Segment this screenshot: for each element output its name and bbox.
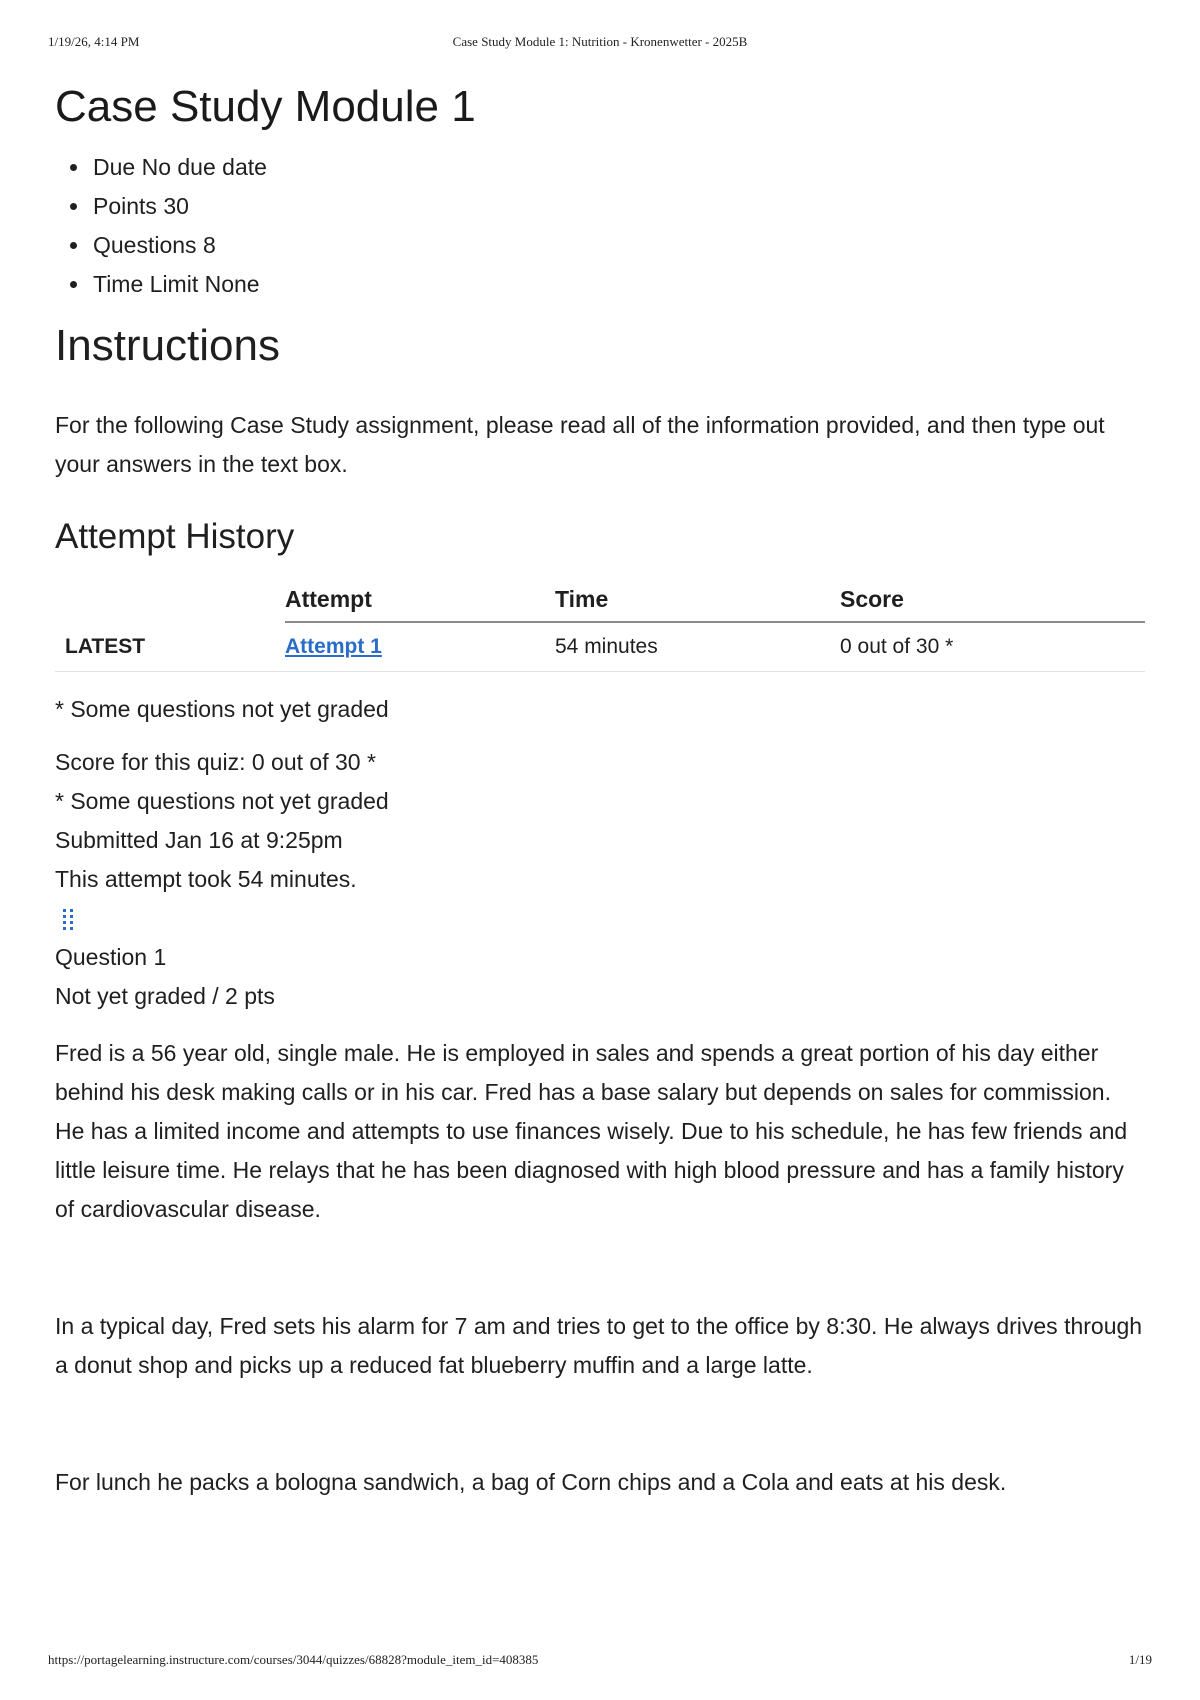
print-header: [48, 34, 1152, 54]
table-row: [55, 622, 1145, 672]
quiz-content: [55, 72, 1145, 1502]
attempt-1-link[interactable]: Attempt 1: [285, 635, 382, 658]
header-time: Time: [555, 580, 840, 622]
instructions-text: For the following Case Study assignment, please read all of the information provided, and then type out your answers in the text box.: [55, 412, 1105, 477]
attempt-duration: This attempt took 54 minutes.: [55, 866, 357, 892]
detail-points: [91, 187, 1145, 226]
print-footer: [48, 1652, 1152, 1672]
latest-label: LATEST: [55, 622, 285, 672]
question-paragraph: Fred is a 56 year old, single male. He is employed in sales and spends a great portion of his day either behind his desk making calls or in his car. Fred has a base salary but depends on sales for commission. He has a limited income and attempts to use finances wisely. Due to his schedule, he has few friends and little leisure time. He relays that he has been diagnosed with high blood pressure and has a family history of cardiovascular disease.: [55, 1040, 1128, 1222]
detail-label: Due: [93, 154, 136, 180]
submitted-time: Submitted Jan 16 at 9:25pm: [55, 827, 343, 853]
question-text: [55, 1034, 1145, 1502]
graded-note: * Some questions not yet graded: [55, 788, 389, 814]
quiz-details-list: [55, 148, 1145, 304]
detail-value: 8: [202, 232, 216, 258]
score-cell: 0 out of 30 *: [840, 622, 1145, 672]
detail-label: Questions: [93, 232, 197, 258]
detail-questions: [91, 226, 1145, 265]
instructions-heading: Instructions: [55, 321, 280, 370]
attempt-history-heading: Attempt History: [55, 517, 295, 556]
header-blank: [55, 580, 285, 622]
print-url: https://portagelearning.instructure.com/courses/3044/quizzes/68828?module_item_id=408385: [48, 1652, 539, 1667]
header-score: Score: [840, 580, 1145, 622]
attempt-table-header-row: [55, 580, 1145, 622]
time-cell: 54 minutes: [555, 622, 840, 672]
question-status: Not yet graded / 2 pts: [55, 983, 275, 1009]
print-page-number: 1/19: [1128, 1652, 1152, 1667]
detail-due: [91, 148, 1145, 187]
attempt-cell: [285, 622, 555, 672]
detail-time-limit: [91, 265, 1145, 304]
question-paragraph: For lunch he packs a bologna sandwich, a bag of Corn chips and a Cola and eats at his desk.: [55, 1469, 1007, 1495]
detail-value: None: [204, 271, 260, 297]
drag-handle-icon[interactable]: [59, 907, 77, 933]
question-title: Question 1: [55, 944, 167, 970]
question-1: [55, 899, 1145, 1502]
submission-details: [55, 743, 1145, 899]
detail-value: No due date: [141, 154, 267, 180]
page-title: Case Study Module 1: [55, 82, 476, 131]
detail-label: Time Limit: [93, 271, 199, 297]
print-doc-title: Case Study Module 1: Nutrition - Kronenwetter - 2025B: [452, 34, 748, 49]
detail-label: Points: [93, 193, 157, 219]
quiz-score: Score for this quiz: 0 out of 30 *: [55, 749, 376, 775]
detail-value: 30: [163, 193, 189, 219]
header-attempt: Attempt: [285, 580, 555, 622]
ungraded-note: * Some questions not yet graded: [55, 696, 389, 722]
attempt-history-table: [55, 580, 1145, 672]
question-paragraph: In a typical day, Fred sets his alarm for 7 am and tries to get to the office by 8:30. He always drives through a donut shop and picks up a reduced fat blueberry muffin and a large latte.: [55, 1313, 1143, 1378]
print-date: 1/19/26, 4:14 PM: [48, 34, 140, 49]
